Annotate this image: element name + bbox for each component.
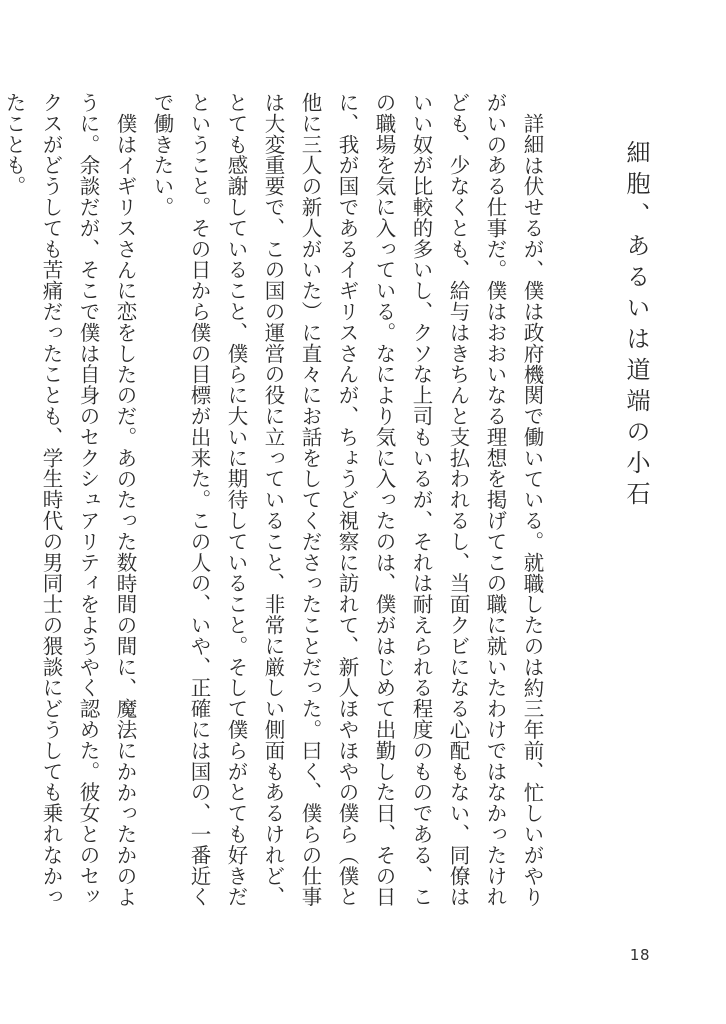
body-text [0, 92, 550, 912]
chapter-title: 細胞、あるいは道端の小石 [622, 140, 650, 512]
paragraph-1: 詳細は伏せるが、僕は政府機関で働いている。就職したのは約三年前、忙しいがやりがいのある仕事だ。僕はおおいなる理想を掲げてこの職に就いたわけではなかったけれども、少なくとも、給与はきちんと支払われるし、当面クビになる心配もない、同僚はいい奴が比較的多いし、クソな上司もいるが、それは耐えられる程度のものである、この職場を気に入っている。なにより気に入ったのは、僕がはじめて出勤した日、その日に、我が国であるイギリスさんが、ちょうど視察に訪れて、新人ほやほやの僕ら（僕と他に三人の新人がいた）に直々にお話をしてくださったことだった。曰く、僕らの仕事は大変重要で、この国の運営の役に立っていること、非常に厳しい側面もあるけれど、とても感謝していること、僕らに大いに期待していること。そして僕らがとても好きだということ。その日から僕の目標が出来た。この人の、いや、正確には国の、一番近くで働きたい。 [150, 92, 544, 908]
paragraph-2: 僕はイギリスさんに恋をしたのだ。あのたった数時間の間に、魔法にかかったかのように。余談だが、そこで僕は自身のセクシュアリティをようやく認めた。彼女とのセックスがどうしても苦痛だったことも、学生時代の男同士の猥談にどうしても乗れなかったことも。 [2, 92, 137, 908]
page-number: 18 [629, 946, 650, 964]
